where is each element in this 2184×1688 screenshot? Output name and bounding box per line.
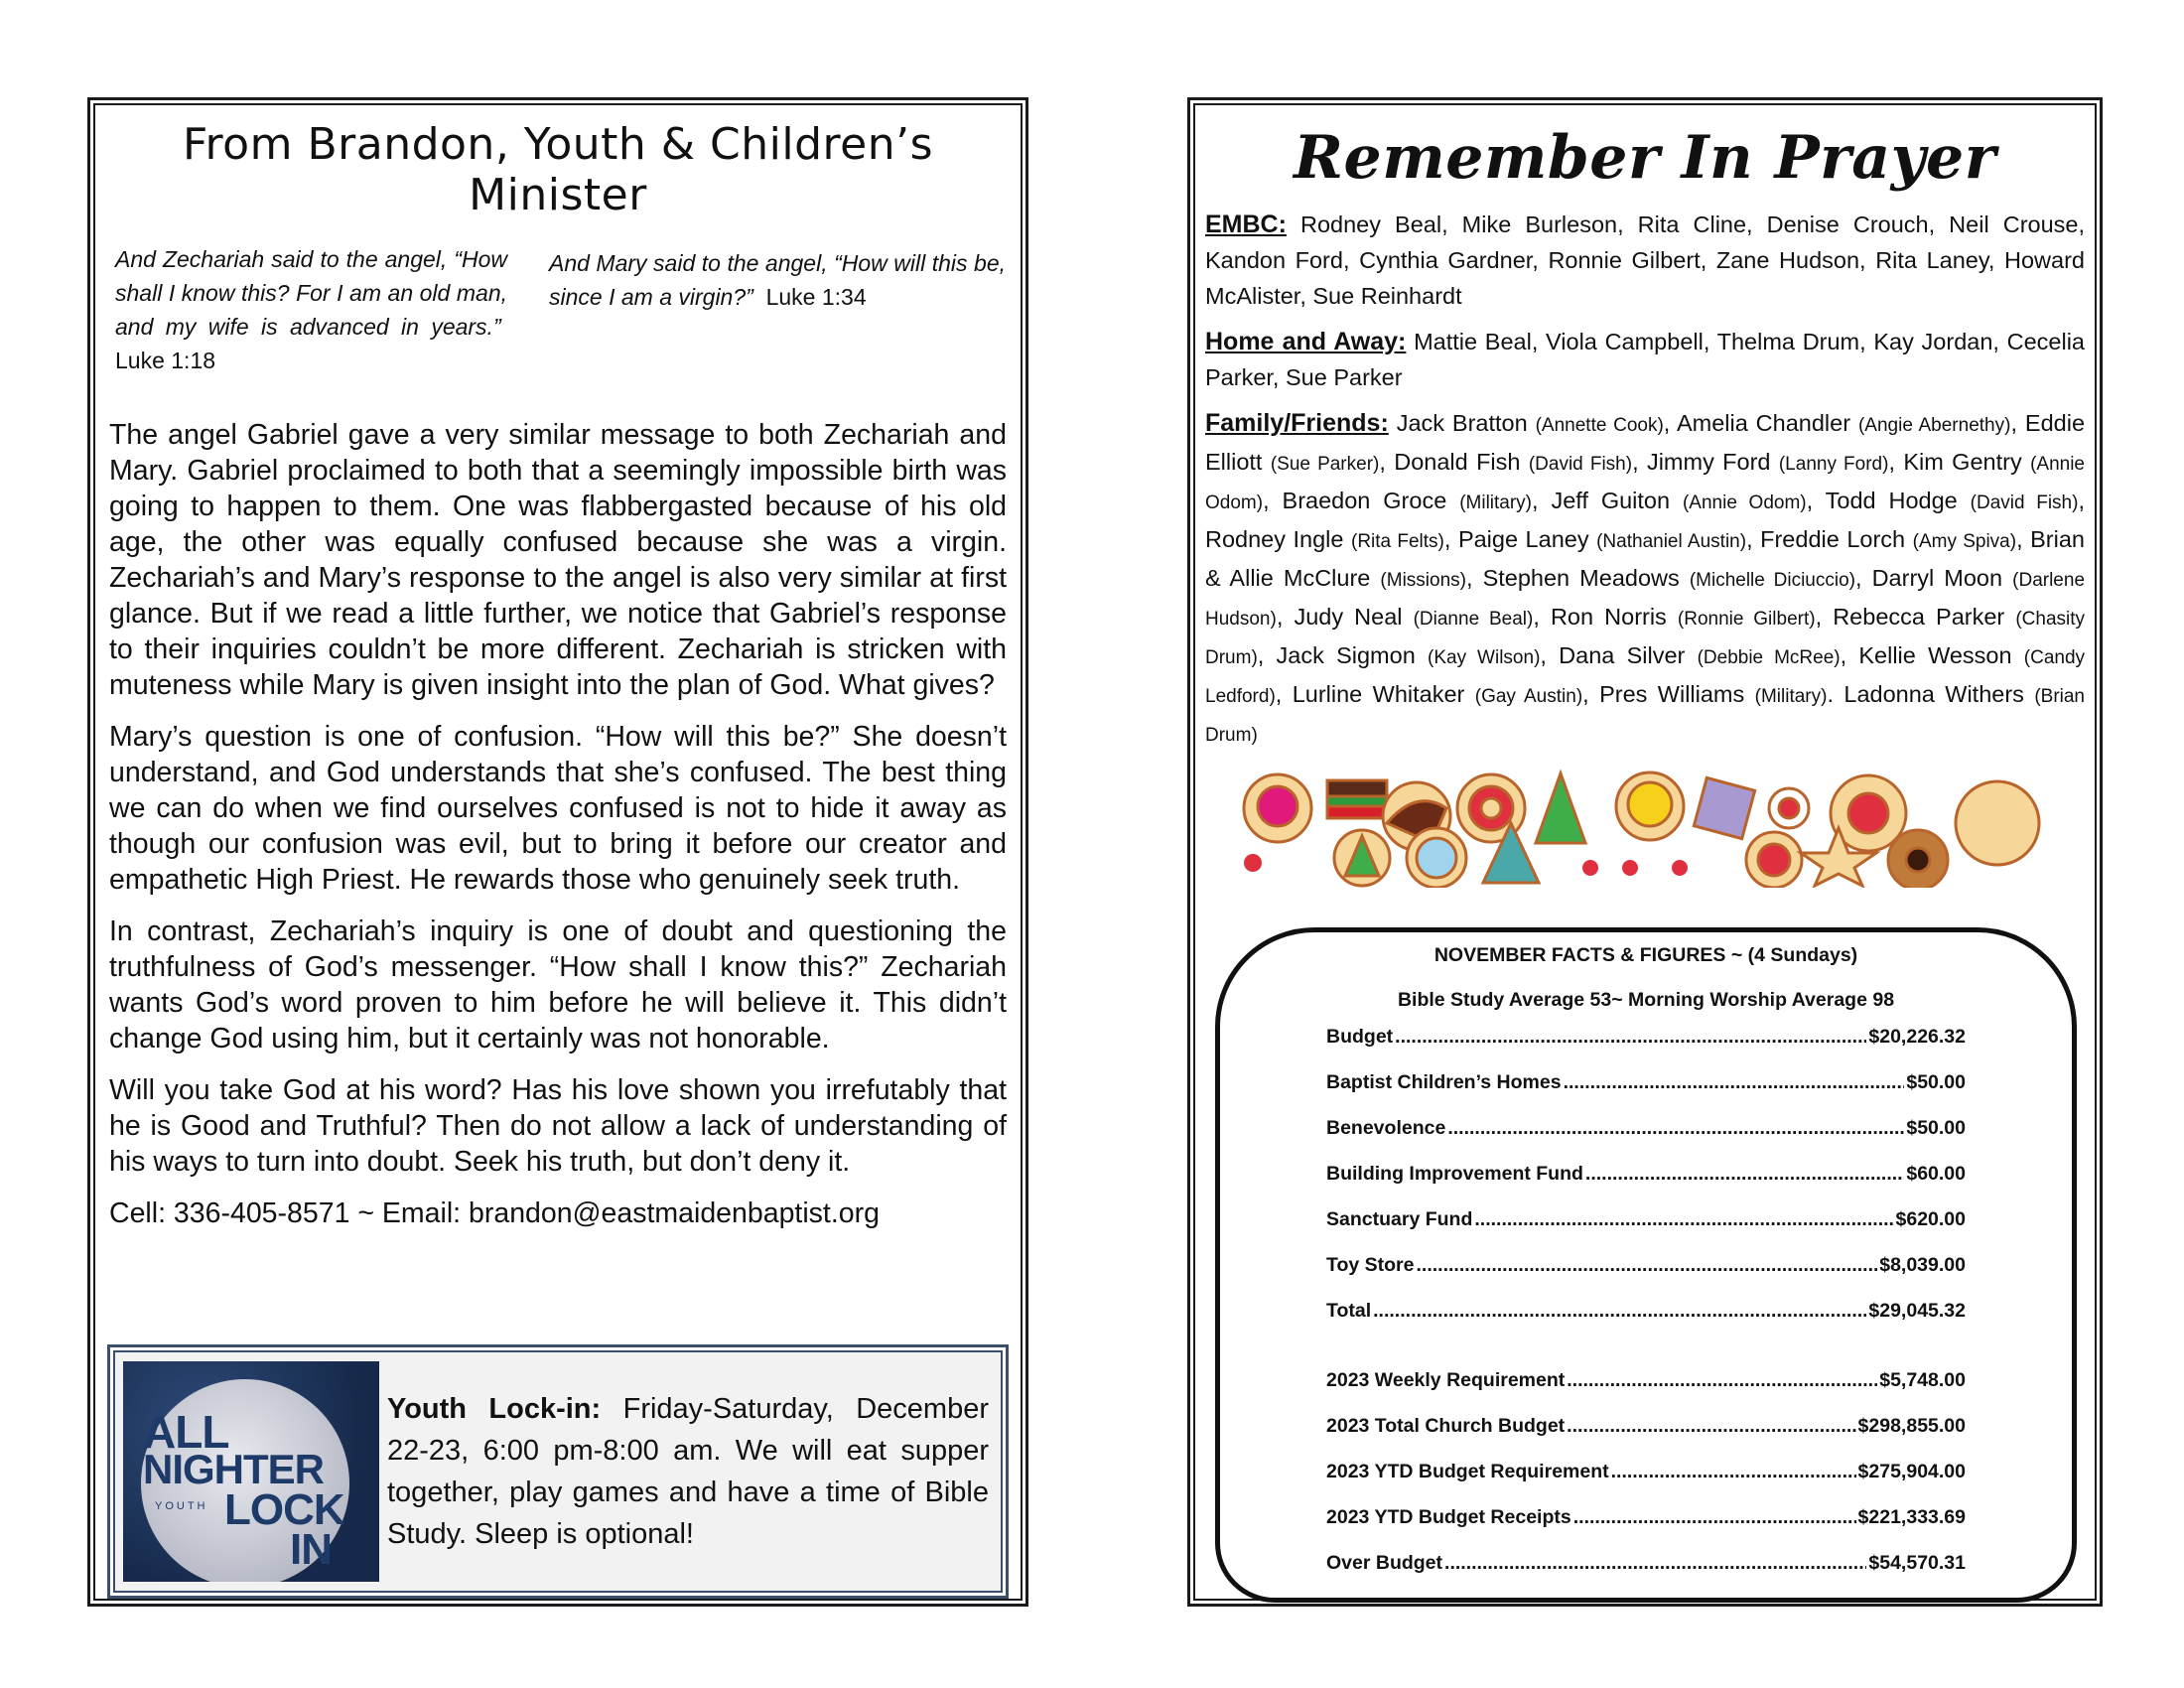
fact-label: Benevolence (1326, 1117, 1446, 1139)
verse-luke-1-18 (115, 242, 507, 377)
leader-dots (1611, 1461, 1856, 1483)
prayer-relation: (Rita Felts) (1351, 531, 1444, 552)
prayer-relation: (Lanny Ford) (1778, 454, 1889, 475)
prayer-name: Braedon Groce (1282, 488, 1460, 513)
leader-dots (1474, 1208, 1893, 1231)
fact-row-childrens-homes (1326, 1071, 1966, 1117)
prayer-name: Freddie Lorch (1760, 526, 1913, 552)
fact-value: $20,226.32 (1868, 1026, 1966, 1048)
fact-row-ytd-receipts (1326, 1506, 1966, 1552)
fact-row-total (1326, 1300, 1966, 1345)
prayer-relation: (Sue Parker) (1270, 454, 1380, 475)
prayer-name: Amelia Chandler (1676, 410, 1858, 436)
prayer-relation: (Michelle Diciuccio) (1689, 570, 1855, 591)
lockin-details: Friday-Saturday, December 22-23, 6:00 pm-8:00 am. We will eat supper together, play games and have a time of Bible Study. Sleep is optional! (387, 1393, 989, 1550)
fact-row-total-church-budget (1326, 1415, 1966, 1461)
fact-label: 2023 YTD Budget Requirement (1326, 1461, 1609, 1482)
left-page (87, 97, 1028, 1607)
fact-value: $50.00 (1906, 1071, 1966, 1093)
prayer-name: Stephen Meadows (1482, 565, 1690, 591)
attendance-averages: Bible Study Average 53~ Morning Worship Average 98 (1397, 989, 1895, 1011)
prayer-relation: (Brian Drum) (1205, 686, 2085, 746)
image-word-all: ALL (143, 1406, 229, 1458)
fact-row-budget (1326, 1026, 1966, 1071)
prayer-relation: (Chasity Drum) (1205, 609, 2086, 668)
prayer-name: Dana Silver (1559, 642, 1698, 668)
prayer-name: Paige Laney (1457, 526, 1597, 552)
prayer-name: Judy Neal (1294, 604, 1414, 630)
fact-label: Baptist Children’s Homes (1326, 1071, 1562, 1093)
family-friends-entries: Jack Bratton (Annette Cook), Amelia Chandler (Angie Abernethy), Eddie Elliott (Sue Parker), Donald Fish (David Fish), Jimmy Ford (Lanny Ford), Kim Gentry (Annie Odom), Braedon Groce (Military), Jeff Guiton (Annie Odom), Todd Hodge (David Fish), Rodney Ingle (Rita Felts), Paige Laney (Nathaniel Austin), Freddie Lorch (Amy Spiva), Brian & Allie McClure (Missions), Stephen Meadows (Michelle Diciuccio), Darryl Moon (Darlene Hudson), Judy Neal (Dianne Beal), Ron Norris (Ronnie Gilbert), Rebecca Parker (Chasity Drum), Jack Sigmon (Kay Wilson), Dana Silver (Debbie McRee), Kellie Wesson (Candy Ledford), Lurline Whitaker (Gay Austin), Pres Williams (Military). Ladonna Withers (Brian Drum) (1205, 410, 2086, 746)
fact-label: 2023 Weekly Requirement (1326, 1369, 1566, 1391)
fact-row-ytd-requirement (1326, 1461, 1966, 1506)
prayer-relation: (Nathaniel Austin) (1596, 531, 1747, 552)
fact-value: $29,045.32 (1868, 1300, 1966, 1322)
prayer-name: Darryl Moon (1871, 565, 2013, 591)
leader-dots (1585, 1163, 1904, 1186)
verse-luke-1-34 (549, 246, 1006, 377)
fact-label: Toy Store (1326, 1254, 1415, 1276)
prayer-name: Pres Williams (1599, 681, 1755, 707)
prayer-embc (1205, 207, 2085, 314)
fact-value: $8,039.00 (1879, 1254, 1966, 1276)
prayer-relation: (Annie Odom) (1682, 492, 1807, 513)
prayer-name: Jack Bratton (1396, 410, 1536, 436)
fact-value: $50.00 (1906, 1117, 1966, 1139)
fact-label: Budget (1326, 1026, 1394, 1048)
fact-label: 2023 YTD Budget Receipts (1326, 1506, 1571, 1528)
section-label-embc: EMBC: (1205, 211, 1287, 238)
scripture-verses (95, 242, 1021, 377)
fact-row-toy-store (1326, 1254, 1966, 1300)
section-label-home-away: Home and Away: (1205, 328, 1407, 355)
leader-dots (1447, 1117, 1904, 1140)
prayer-name: Kim Gentry (1903, 449, 2031, 475)
section-label-family-friends: Family/Friends: (1205, 409, 1389, 437)
prayer-relation: (Annie Odom) (1205, 454, 2085, 513)
left-page-inner-border (93, 103, 1023, 1601)
youth-lockin-box (107, 1344, 1009, 1599)
fact-label: Total (1326, 1300, 1372, 1322)
facts-title: NOVEMBER FACTS & FIGURES ~ (4 Sundays) (1433, 944, 1858, 966)
verse-text: And Zechariah said to the angel, “How shall I know this? For I am an old man, and my wife is advanced in years.” (115, 246, 507, 340)
prayer-family-friends (1205, 405, 2085, 754)
prayer-relation: (Angie Abernethy) (1857, 415, 2011, 436)
fact-label: 2023 Total Church Budget (1326, 1415, 1566, 1437)
prayer-relation: (Missions) (1380, 570, 1466, 591)
prayer-name: Eddie Elliott (1205, 410, 2086, 475)
prayer-home-away (1205, 324, 2085, 395)
leader-dots (1567, 1369, 1877, 1392)
fact-value: $620.00 (1895, 1208, 1966, 1230)
prayer-name: Jeff Guiton (1551, 488, 1683, 513)
leader-dots (1416, 1254, 1877, 1277)
lockin-description (387, 1388, 989, 1555)
article-paragraph: In contrast, Zechariah’s inquiry is one of doubt and questioning the truthfulness of God’s messenger. “How shall I know this?” Zechariah wants God’s word proven to him before he will believe it. This didn’t change God using him, but it certainly was not honorable. (109, 915, 1007, 1055)
image-word-nighter: NIGHTER (143, 1446, 324, 1492)
verse-reference: Luke 1:18 (115, 348, 216, 373)
article-paragraph: Mary’s question is one of confusion. “How will this be?” She doesn’t understand, and God understands that she’s confused. The best thing we can do when we find ourselves confused is not to hide it away as though our confusion was evil, but to bring it before our creator and empathetic High Priest. He rewards those who genuinely seek truth. (109, 721, 1007, 896)
prayer-name: Donald Fish (1394, 449, 1529, 475)
leader-dots (1395, 1026, 1866, 1049)
prayer-name: Rodney Ingle (1205, 526, 1351, 552)
image-word-youth: YOUTH (155, 1500, 208, 1512)
christmas-cookies-illustration (1233, 769, 2047, 888)
prayer-relation: (Dianne Beal) (1413, 609, 1534, 630)
fact-row-over-budget (1326, 1552, 1966, 1598)
prayer-relation: (Military) (1459, 492, 1533, 513)
article-body (95, 417, 1021, 1231)
prayer-name: Ladonna Withers (1843, 681, 2035, 707)
november-facts-figures (1215, 927, 2077, 1603)
fact-value: $221,333.69 (1857, 1506, 1966, 1528)
prayer-name: Brian & Allie McClure (1205, 526, 2085, 591)
prayer-name: Ron Norris (1550, 604, 1678, 630)
prayer-name: Lurline Whitaker (1292, 681, 1475, 707)
right-page-inner-border (1193, 103, 2097, 1601)
leader-dots (1573, 1506, 1856, 1529)
leader-dots (1564, 1071, 1905, 1094)
fact-row-building-fund (1326, 1163, 1966, 1208)
prayer-relation: (David Fish) (1970, 492, 2079, 513)
article-paragraph: Will you take God at his word? Has his love shown you irrefutably that he is Good and Truthful? Then do not allow a lack of understanding of his ways to turn into doubt. Seek his truth, but don’t deny it. (109, 1074, 1007, 1178)
prayer-name: Jimmy Ford (1646, 449, 1779, 475)
verse-text: And Mary said to the angel, “How will this be, since I am a virgin?” (549, 250, 1006, 310)
fact-value: $298,855.00 (1857, 1415, 1966, 1437)
leader-dots (1444, 1552, 1866, 1575)
right-page (1187, 97, 2103, 1607)
leader-dots (1373, 1300, 1866, 1323)
prayer-relation: (Debbie McRee) (1697, 647, 1841, 668)
spacer (1326, 1345, 1966, 1369)
verse-reference: Luke 1:34 (765, 284, 867, 310)
prayer-relation: (Ronnie Gilbert) (1677, 609, 1816, 630)
fact-value: $54,570.31 (1868, 1552, 1966, 1574)
prayer-name: Kellie Wesson (1858, 642, 2024, 668)
fact-value: $275,904.00 (1857, 1461, 1966, 1482)
contact-info: Cell: 336-405-8571 ~ Email: brandon@eastmaidenbaptist.org (109, 1197, 880, 1229)
lockin-label: Youth Lock-in: (387, 1393, 602, 1425)
minister-column-title: From Brandon, Youth & Children’s Minister (182, 119, 934, 220)
prayer-relation: (David Fish) (1528, 454, 1633, 475)
fact-row-benevolence (1326, 1117, 1966, 1163)
fact-value: $60.00 (1906, 1163, 1966, 1185)
prayer-name: Rebecca Parker (1833, 604, 2016, 630)
fact-row-weekly-requirement (1326, 1369, 1966, 1415)
prayer-relation: (Kay Wilson) (1428, 647, 1541, 668)
prayer-relation: (Darlene Hudson) (1205, 570, 2086, 630)
prayer-relation: (Candy Ledford) (1205, 647, 2086, 707)
prayer-title: Remember In Prayer (1294, 123, 1996, 193)
embc-names: Rodney Beal, Mike Burleson, Rita Cline, Denise Crouch, Neil Crouse, Kandon Ford, Cynthia Gardner, Ronnie Gilbert, Zane Hudson, Rita Laney, Howard McAlister, Sue Reinhardt (1205, 211, 2086, 309)
fact-label: Sanctuary Fund (1326, 1208, 1473, 1230)
fact-value: $5,748.00 (1879, 1369, 1966, 1391)
fact-label: Building Improvement Fund (1326, 1163, 1583, 1185)
fact-row-sanctuary-fund (1326, 1208, 1966, 1254)
leader-dots (1567, 1415, 1855, 1438)
prayer-relation: (Amy Spiva) (1912, 531, 2017, 552)
image-word-in: IN (290, 1525, 332, 1574)
prayer-relation: (Military) (1754, 686, 1828, 707)
youth-lockin-inner (113, 1350, 1003, 1593)
prayer-list (1195, 207, 2095, 754)
prayer-name: Jack Sigmon (1276, 642, 1429, 668)
fact-label: Over Budget (1326, 1552, 1443, 1574)
home-away-names: Mattie Beal, Viola Campbell, Thelma Drum, Kay Jordan, Cecelia Parker, Sue Parker (1205, 329, 2085, 390)
article-paragraph: The angel Gabriel gave a very similar message to both Zechariah and Mary. Gabriel proclaimed to both that a seemingly impossible birth was going to happen to them. One was flabbergasted because of his old age, the other was equally confused because she was a virgin. Zechariah’s and Mary’s response to the angel is also very similar at first glance. But if we read a little further, we notice that Gabriel’s response to their inquiries couldn’t be more different. Zechariah is stricken with muteness while Mary is given insight into the plan of God. What gives? (109, 419, 1007, 701)
prayer-relation: (Gay Austin) (1474, 686, 1583, 707)
prayer-relation: (Annette Cook) (1535, 415, 1664, 436)
facts-list (1326, 1026, 1966, 1598)
all-nighter-lockin-image (123, 1361, 379, 1582)
prayer-name: Todd Hodge (1825, 488, 1971, 513)
image-word-lock: LOCK (224, 1485, 344, 1534)
